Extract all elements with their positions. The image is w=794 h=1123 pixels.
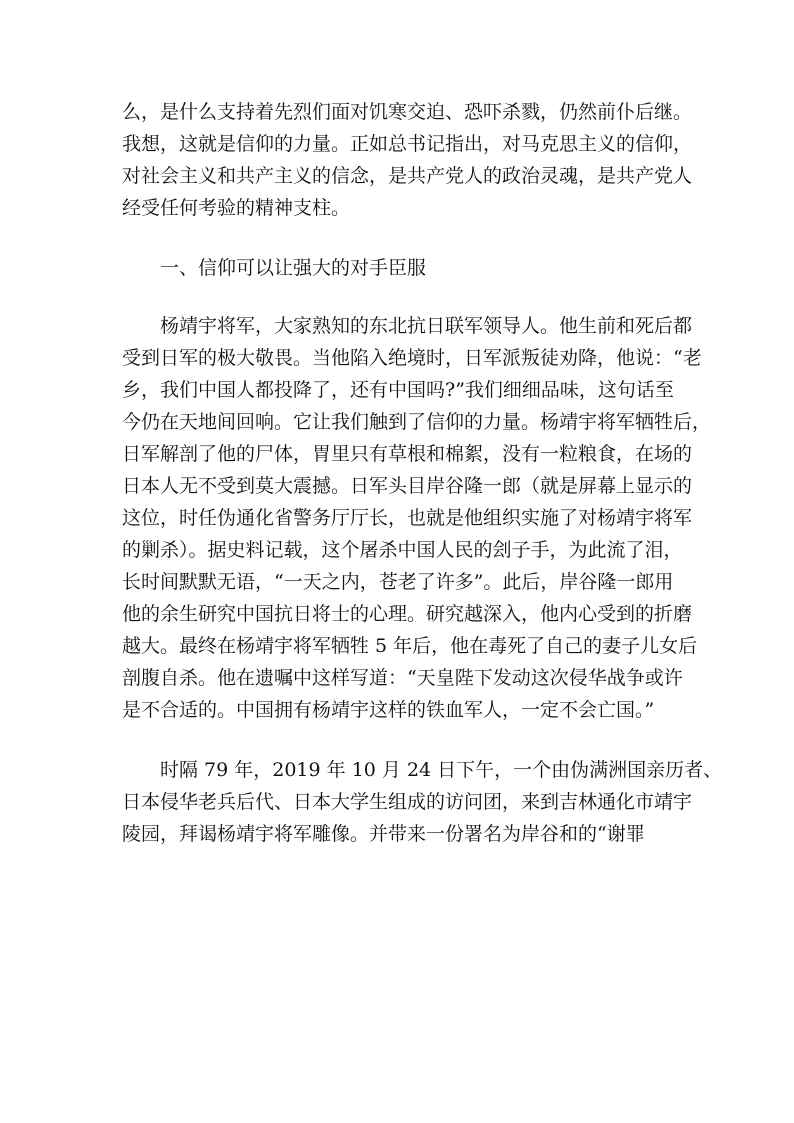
text-line: 日本人无不受到莫大震撼。日军头目岸谷隆一郎（就是屏幕上显示的: [122, 475, 693, 497]
text-line: 越大。最终在杨靖宇将军牺牲 5 年后，他在毒死了自己的妻子儿女后: [122, 635, 698, 657]
text-line: 经受任何考验的精神支柱。: [122, 197, 351, 219]
text-line: 剖腹自杀。他在遗嘱中这样写道：“天皇陛下发动这次侵华战争或许: [122, 667, 683, 689]
paragraph-spacer: [122, 726, 690, 754]
text-line: 的剿杀）。据史料记载，这个屠杀中国人民的刽子手，为此流了泪，: [122, 539, 683, 561]
paragraph-3: [122, 754, 723, 850]
paragraph-2: [122, 310, 712, 726]
text-line: 么，是什么支持着先烈们面对饥寒交迫、恐吓杀戮，仍然前仆后继。: [122, 101, 693, 123]
text-line: 长时间默默无语，“一天之内，苍老了许多”。此后，岸谷隆一郎用: [122, 571, 674, 593]
text-line: 他的余生研究中国抗日将士的心理。研究越深入，他内心受到的折磨: [122, 603, 693, 625]
text-line: 这位，时任伪通化省警务厅厅长，也就是他组织实施了对杨靖宇将军: [122, 507, 693, 529]
text-line: 时隔 79 年，2019 年 10 月 24 日下午，一个由伪满洲国亲历者、: [160, 759, 723, 781]
text-line: 受到日军的极大敬畏。当他陷入绝境时，日军派叛徒劝降，他说：“老: [122, 347, 702, 369]
paragraph-1: [122, 96, 693, 224]
text-line: 乡，我们中国人都投降了，还有中国吗?”我们细细品味，这句话至: [122, 379, 674, 401]
text-line: 杨靖宇将军，大家熟知的东北抗日联军领导人。他生前和死后都: [160, 315, 693, 337]
text-line: 是不合适的。中国拥有杨靖宇这样的铁血军人，一定不会亡国。”: [122, 699, 655, 721]
paragraph-spacer: [122, 224, 690, 252]
paragraph-spacer: [122, 284, 690, 310]
section-heading: 一、信仰可以让强大的对手臣服: [160, 257, 427, 279]
text-line: 陵园，拜谒杨靖宇将军雕像。并带来一份署名为岸谷和的“谢罪: [122, 823, 645, 845]
document-page: [122, 96, 723, 850]
text-line: 今仍在天地间回响。它让我们触到了信仰的力量。杨靖宇将军牺牲后，: [122, 411, 712, 433]
text-line: 日军解剖了他的尸体，胃里只有草根和棉絮，没有一粒粮食，在场的: [122, 443, 693, 465]
text-line: 日本侵华老兵后代、日本大学生组成的访问团，来到吉林通化市靖宇: [122, 791, 693, 813]
text-line: 我想，这就是信仰的力量。正如总书记指出，对马克思主义的信仰，: [122, 133, 693, 155]
text-line: 对社会主义和共产主义的信念，是共产党人的政治灵魂，是共产党人: [122, 165, 693, 187]
